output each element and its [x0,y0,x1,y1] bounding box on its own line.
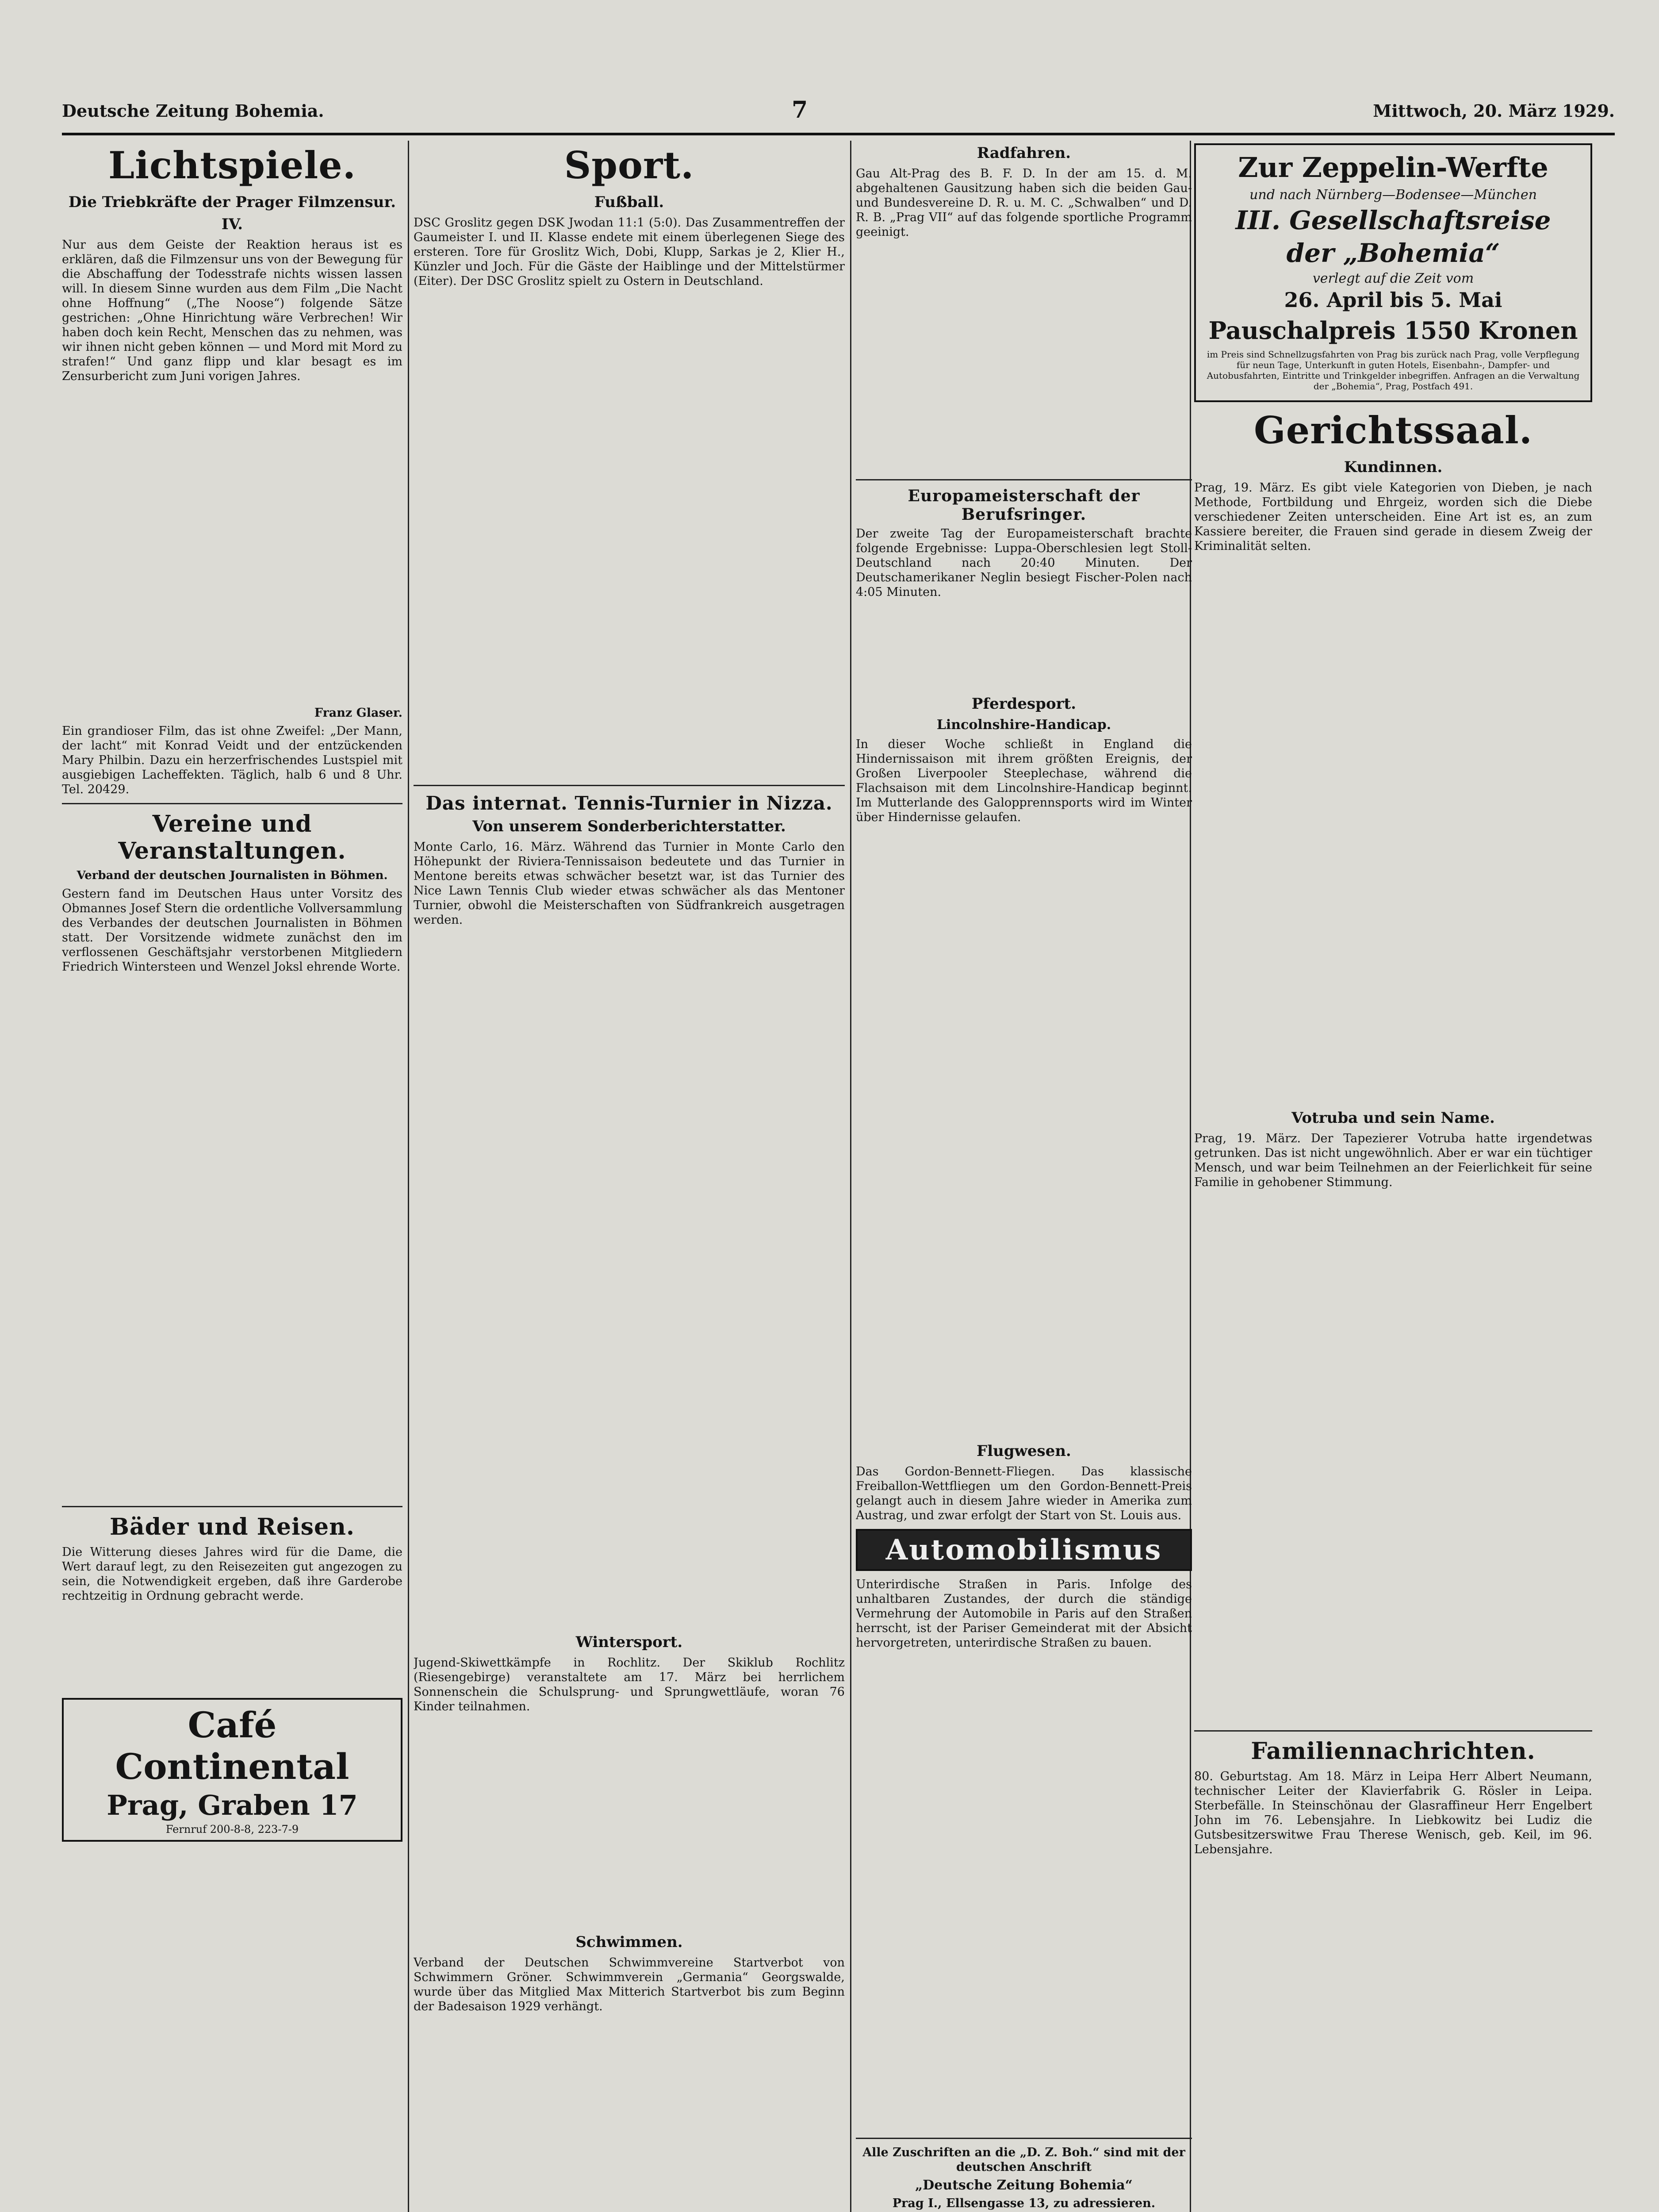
article-body: Das Gordon-Bennett-Fliegen. Das klassische Freiballon-Wettfliegen um den Gordon-Bennett-Preis gelangt auch in diesem Jahre wieder in Amerika zum Austrag, und zwar erfolgt der Start von St. Louis aus. [856,1465,1192,1522]
section-title-lichtspiele: Lichtspiele. [108,143,356,187]
page-header [62,96,1615,127]
section-title-gerichtssaal: Gerichtssaal. [1254,408,1533,452]
section-title-familie: Familiennachrichten. [1251,1738,1536,1765]
header-date: Mittwoch, 20. März 1929. [1373,101,1615,121]
article-body: Die Witterung dieses Jahres wird für die Dame, die Wert darauf legt, zu den Reisezeiten gut angezogen zu sein, die Notwendigkeit ergeben, daß ihre Garderobe rechtzeitig in Ordnung gebracht werde. [62,1545,402,1603]
article-body: DSC Groslitz gegen DSK Jwodan 11:1 (5:0). Das Zusammentreffen der Gaumeister I. und II. Klasse endete mit einem überlegenen Siege des ersteren. Tore für Groslitz Wich, Dobi, Klupp, Sarkas je 2, Klier H., Künzler und Joch. Für die Gäste der Haiblinge und der Mittelstürmer (Eiter). Der DSC Groslitz spielt zu Ostern in Deutschland. [414,216,845,288]
cafe-name: Café Continental [115,1704,349,1787]
article-body: Der zweite Tag der Europameisterschaft brachte folgende Ergebnisse: Luppa-Oberschlesien legt Stoll-Deutschland nach 20:40 Minuten. Der Deutschamerikaner Neglin besiegt Fischer-Polen nach 4:05 Minuten. [856,527,1192,599]
article-title-tennis: Das internat. Tennis-Turnier in Nizza. [425,792,833,814]
article-body: 80. Geburtstag. Am 18. März in Leipa Herr Albert Neumann, technischer Leiter der Klavierfabrik G. Rösler in Leipa. Sterbefälle. In Steinschönau der Glasraffineur Herr Engelbert John im 76. Lebensjahre. In Liebkowitz bei Ludiz die Gutsbesitzerswitwe Frau Therese Wenisch, geb. Keil, im 96. Lebensjahre. [1194,1770,1592,1856]
column-3 [856,141,1192,2212]
subsection-schwimmen: Schwimmen. [575,1933,683,1951]
article-body: Jugend-Skiwettkämpfe in Rochlitz. Der Skiklub Rochlitz (Riesengebirge) veranstaltete am 17. März bei herrlichem Sonnenschein die Schulsprung- und Sprungwettläufe, woran 76 Kinder teilnahmen. [414,1656,845,1713]
cafe-address: Prag, Graben 17 [107,1789,358,1821]
notice-title: Alle Zuschriften an die „D. Z. Boh.“ sind mit der deutschen Anschrift [862,2146,1185,2174]
automobilismus-banner: Automobilismus [856,1529,1192,1571]
article-part-number: IV. [221,215,243,233]
notice-paper-name: „Deutsche Zeitung Bohemia“ [915,2177,1133,2193]
film-notice: Ein grandioser Film, das ist ohne Zweifel: „Der Mann, der lacht“ mit Konrad Veidt und der entzückenden Mary Philbin. Dazu ein herzerfrischendes Lustspiel mit ausgiebigen Lacheffekten. Täglich, halb 6 und 8 Uhr. Tel. 20429. [62,724,402,796]
subsection-fussball: Fußball. [594,193,664,211]
zeppelin-price: Pauschalpreis 1550 Kronen [1208,316,1578,345]
header-paper-name: Deutsche Zeitung Bohemia. [62,101,324,121]
notice-address: Prag I., Ellsengasse 13, zu adressieren. [892,2197,1156,2210]
article-body: Gestern fand im Deutschen Haus unter Vorsitz des Obmannes Josef Stern die ordentliche Vollversammlung des Verbandes der deutschen Journalisten in Böhmen statt. Der Vorsitzende widmete zunächst den im verflossenen Geschäftsjahr verstorbenen Mitgliedern Friedrich Wintersteen und Wenzel Joksl ehrende Worte. [62,887,402,974]
article-body: Gau Alt-Prag des B. F. D. In der am 15. d. M. abgehaltenen Gausitzung haben sich die beiden Gau- und Bundesvereine D. R. u. M. C. „Schwalben“ und D. R. B. „Prag VII“ auf das folgende sportliche Programm geeinigt. [856,167,1192,239]
article-subtitle: Die Triebkräfte der Prager Filmzensur. [68,193,396,211]
header-page-number: 7 [792,96,808,123]
zeppelin-title: Zur Zeppelin-Werfte [1238,151,1548,184]
zeppelin-dates: 26. April bis 5. Mai [1284,288,1502,312]
subsection-flugwesen: Flugwesen. [977,1442,1071,1460]
section-divider [414,785,845,786]
section-divider [62,803,402,804]
column-2 [414,141,845,2212]
section-title-vereine: Vereine und Veranstaltungen. [118,810,346,864]
article-body: Prag, 19. März. Es gibt viele Kategorien von Dieben, je nach Methode, Fortbildung und Ehrgeiz, worden sich die Diebe verschiedener Zeiten unterscheiden. Eine Art ist es, an zum Kassiere bereiter, die Frauen sind gerade in diesem Zweig der Kriminalität selten. [1194,481,1592,553]
zeppelin-advertisement [1194,143,1592,402]
zeppelin-details: im Preis sind Schnellzugsfahrten von Prag bis zurück nach Prag, volle Verpflegung für neun Tage, Unterkunft in guten Hotels, Eisenbahn-, Dampfer- und Autobusfahrten, Eintritte und Trinkgelder inbegriffen. Anfragen an die Verwaltung der „Bohemia“, Prag, Postfach 491. [1207,349,1580,392]
subsection-wintersport: Wintersport. [575,1633,683,1651]
article-body: Unterirdische Straßen in Paris. Infolge des unhaltbaren Zustandes, der durch die ständige Vermehrung der Automobile in Paris auf den Straßen herrscht, ist der Pariser Gemeinderat mit der Absicht hervorgetreten, unterirdische Straßen zu bauen. [856,1578,1192,1650]
zeppelin-trip: III. Gesellschaftsreise [1235,205,1551,235]
article-signature: Franz Glaser. [314,706,402,720]
article-body: Prag, 19. März. Der Tapezierer Votruba hatte irgendetwas getrunken. Das ist nicht ungewöhnlich. Aber er war ein tüchtiger Mensch, und war beim Teilnehmen an der Feierlichkeit für seine Familie in gehobener Stimmung. [1194,1132,1592,1189]
zeppelin-organizer: der „Bohemia“ [1286,238,1500,268]
section-divider [856,479,1192,480]
subsection-pferdesport: Pferdesport. [971,695,1077,713]
section-title-sport: Sport. [564,143,694,187]
article-title-kundinnen: Kundinnen. [1344,458,1443,476]
section-title-baeder: Bäder und Reisen. [110,1513,355,1540]
header-rule [62,133,1615,135]
article-subtitle: Verband der deutschen Journalisten in Böhmen. [77,869,388,882]
cafe-phone: Fernruf 200-8-8, 223-7-9 [165,1823,299,1836]
column-4 [1194,141,1592,2212]
article-body: Nur aus dem Geiste der Reaktion heraus ist es erklären, daß die Filmzensur uns von der Bewegung für die Abschaffung der Todesstrafe nichts wissen lassen will. In diesem Sinne wurden aus dem Film „Die Nacht ohne Hoffnung“ („The Noose“) folgende Sätze gestrichen: „Ohne Hinrichtung wäre Verbrechen! Wir haben doch kein Recht, Menschen das zu nehmen, was wir ihnen nicht geben können — und Mord mit Mord zu strafen!“ Und ganz flipp und klar besagt es im Zensurbericht zum Juni vorigen Jahres. [62,238,402,383]
cafe-advertisement [62,1698,402,1842]
column-1 [62,141,402,2212]
section-divider [1194,1730,1592,1732]
zeppelin-moved: verlegt auf die Zeit vom [1312,271,1474,286]
article-subtitle: Von unserem Sonderberichterstatter. [472,818,786,835]
section-divider [856,2138,1192,2139]
article-subtitle: Lincolnshire-Handicap. [936,717,1111,733]
article-body: Monte Carlo, 16. März. Während das Turnier in Monte Carlo den Höhepunkt der Riviera-Tennissaison bedeutete und das Turnier in Mentone bereits etwas schwächer besetzt war, ist das Turnier des Nice Lawn Tennis Club wieder etwas schwächer als das Mentoner Turnier, obwohl die Meisterschaften von Südfrankreich ausgetragen werden. [414,840,845,927]
article-title-votruba: Votruba und sein Name. [1291,1109,1495,1127]
column-rule [850,141,851,2212]
subsection-radfahren: Radfahren. [977,144,1071,162]
zeppelin-route: und nach Nürnberg—Bodensee—München [1249,187,1537,203]
column-rule [408,141,409,2212]
article-title-europa: Europameisterschaft der Berufsringer. [908,487,1140,524]
article-body: Verband der Deutschen Schwimmvereine Startverbot von Schwimmern Gröner. Schwimmverein „Germania“ Georgswalde, wurde über das Mitglied Max Mitterich Startverbot bis zum Beginn der Badesaison 1929 verhängt. [414,1956,845,2013]
section-divider [62,1506,402,1507]
article-body: In dieser Woche schließt in England die Hindernissaison mit ihrem größten Ereignis, der Großen Liverpooler Steeplechase, während die Flachsaison mit dem Lincolnshire-Handicap beginnt. Im Mutterlande des Galopprennsports wird im Winter über Hindernisse gelaufen. [856,737,1192,824]
